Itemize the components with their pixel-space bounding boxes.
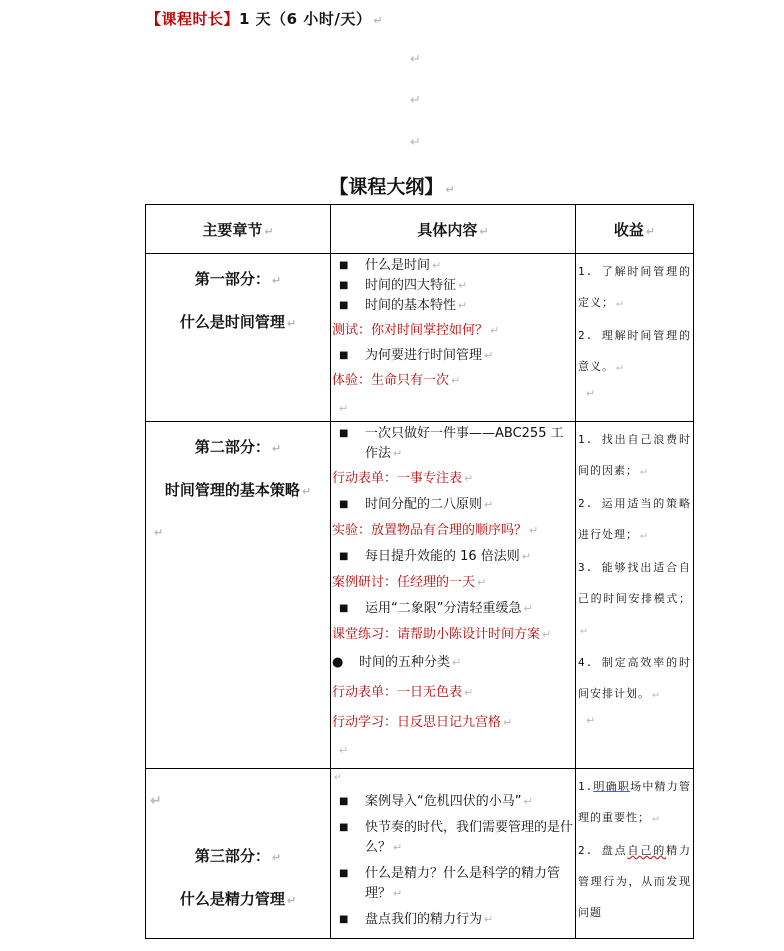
section-part: 第一部分： ↵ bbox=[194, 270, 282, 288]
square-bullet-icon: ■ bbox=[339, 260, 349, 271]
gain-item: 2. 盘点自己的精力管理行为，从而发现问题 bbox=[578, 844, 691, 919]
section-name: 时间管理的基本策略 ↵ bbox=[164, 481, 312, 499]
content-cell bbox=[331, 422, 576, 769]
table-header-row bbox=[146, 205, 694, 254]
table-row bbox=[146, 769, 694, 939]
activity-note: 实验：放置物品有合理的顺序吗？ ↵ bbox=[332, 523, 539, 538]
paragraph-mark-icon: ↵ bbox=[410, 52, 421, 67]
gain-item: 1.明确职场中精力管理的重要性； ↵ bbox=[578, 780, 691, 824]
square-bullet-icon: ■ bbox=[339, 914, 349, 925]
list-item: ■ 什么是精力？什么是科学的精力管理？ ↵ bbox=[339, 866, 561, 901]
outline-title-text: 【课程大纲】 bbox=[329, 176, 444, 198]
table-row bbox=[146, 422, 694, 769]
list-item: ■ 每日提升效能的 16 倍法则 ↵ bbox=[331, 547, 575, 567]
list-item: ■ 盘点我们的精力行为 ↵ bbox=[331, 910, 575, 930]
content-cell bbox=[331, 254, 576, 422]
header-content: 具体内容 ↵ bbox=[331, 205, 576, 254]
gain-item: 2. 运用适当的策略进行处理； ↵ bbox=[578, 497, 691, 541]
list-item: ● 时间的五种分类 ↵ bbox=[331, 653, 575, 673]
square-bullet-icon: ■ bbox=[339, 603, 349, 614]
gain-item: 3. 能够找出适合自己的时间安排模式；↵ bbox=[578, 561, 691, 636]
square-bullet-icon: ■ bbox=[339, 428, 349, 439]
section-cell bbox=[146, 769, 331, 939]
paragraph-mark-icon: ↵ bbox=[150, 793, 162, 809]
square-bullet-icon: ■ bbox=[339, 822, 349, 833]
activity-note: 行动表单：一事专注表 ↵ bbox=[332, 471, 474, 486]
gain-item: 2. 理解时间管理的意义。 ↵ bbox=[578, 329, 691, 373]
paragraph-mark-icon: ↵ bbox=[586, 387, 596, 400]
section-part: 第二部分： ↵ bbox=[194, 438, 282, 456]
activity-note: 课堂练习：请帮助小陈设计时间方案 ↵ bbox=[332, 627, 552, 642]
paragraph-mark-icon: ↵ bbox=[586, 714, 596, 727]
list-item: ■ 时间分配的二八原则 ↵ bbox=[331, 495, 575, 515]
list-item: ■ 时间的四大特征 ↵ bbox=[331, 276, 575, 296]
list-item: ■ 案例导入“危机四伏的小马” ↵ bbox=[331, 792, 575, 812]
header-gains: 收益 ↵ bbox=[576, 205, 694, 254]
list-item: ■ 快节奏的时代，我们需要管理的是什么？ ↵ bbox=[339, 820, 574, 855]
course-outline-table bbox=[145, 204, 694, 939]
gains-cell bbox=[576, 769, 694, 939]
activity-note: 体验：生命只有一次 ↵ bbox=[332, 373, 461, 388]
activity-note: 测试：你对时间掌控如何？ ↵ bbox=[332, 323, 500, 338]
table-row bbox=[146, 254, 694, 422]
duration-value: 1 天（6 小时/天） bbox=[239, 10, 372, 28]
course-duration-line bbox=[146, 8, 383, 29]
square-bullet-icon: ■ bbox=[339, 551, 349, 562]
square-bullet-icon: ■ bbox=[339, 280, 349, 291]
paragraph-mark-icon: ↵ bbox=[410, 135, 421, 150]
list-item: ■ 运用“二象限”分清轻重缓急 ↵ bbox=[331, 599, 575, 619]
paragraph-mark-icon: ↵ bbox=[154, 526, 164, 539]
paragraph-mark-icon: ↵ bbox=[339, 744, 349, 757]
activity-note: 行动学习：日反思日记九宫格 ↵ bbox=[332, 715, 513, 730]
outline-title bbox=[0, 172, 784, 199]
section-name: 什么是精力管理 ↵ bbox=[179, 890, 297, 908]
content-cell bbox=[331, 769, 576, 939]
gains-cell bbox=[576, 422, 694, 769]
square-bullet-icon: ■ bbox=[339, 300, 349, 311]
paragraph-mark-icon: ↵ bbox=[334, 773, 342, 783]
paragraph-mark-icon: ↵ bbox=[373, 14, 384, 27]
list-item: ■ 时间的基本特性 ↵ bbox=[331, 296, 575, 316]
square-bullet-icon: ■ bbox=[339, 868, 349, 879]
header-chapter: 主要章节 ↵ bbox=[146, 205, 331, 254]
section-cell bbox=[146, 254, 331, 422]
gains-cell bbox=[576, 254, 694, 422]
round-bullet-icon: ● bbox=[332, 655, 344, 670]
paragraph-mark-icon: ↵ bbox=[339, 402, 349, 415]
section-name: 什么是时间管理 ↵ bbox=[179, 313, 297, 331]
section-cell bbox=[146, 422, 331, 769]
list-item: ■ 一次只做好一件事——ABC255 工作法 ↵ bbox=[339, 426, 564, 461]
list-item: ■ 为何要进行时间管理 ↵ bbox=[331, 346, 575, 366]
paragraph-mark-icon: ↵ bbox=[410, 93, 421, 108]
list-item: ■ 什么是时间 ↵ bbox=[331, 256, 575, 276]
duration-label: 【课程时长】 bbox=[146, 10, 240, 28]
square-bullet-icon: ■ bbox=[339, 350, 349, 361]
activity-note: 案例研讨：任经理的一天 ↵ bbox=[332, 575, 487, 590]
gain-item: 1. 找出自己浪费时间的因素； ↵ bbox=[578, 433, 691, 477]
gain-item: 4. 制定高效率的时间安排计划。 ↵ bbox=[578, 656, 691, 700]
section-part: 第三部分： ↵ bbox=[194, 847, 282, 865]
paragraph-mark-icon: ↵ bbox=[445, 183, 455, 196]
square-bullet-icon: ■ bbox=[339, 796, 349, 807]
activity-note: 行动表单：一日无色表 ↵ bbox=[332, 685, 474, 700]
square-bullet-icon: ■ bbox=[339, 499, 349, 510]
gain-item: 1. 了解时间管理的定义； ↵ bbox=[578, 265, 691, 309]
